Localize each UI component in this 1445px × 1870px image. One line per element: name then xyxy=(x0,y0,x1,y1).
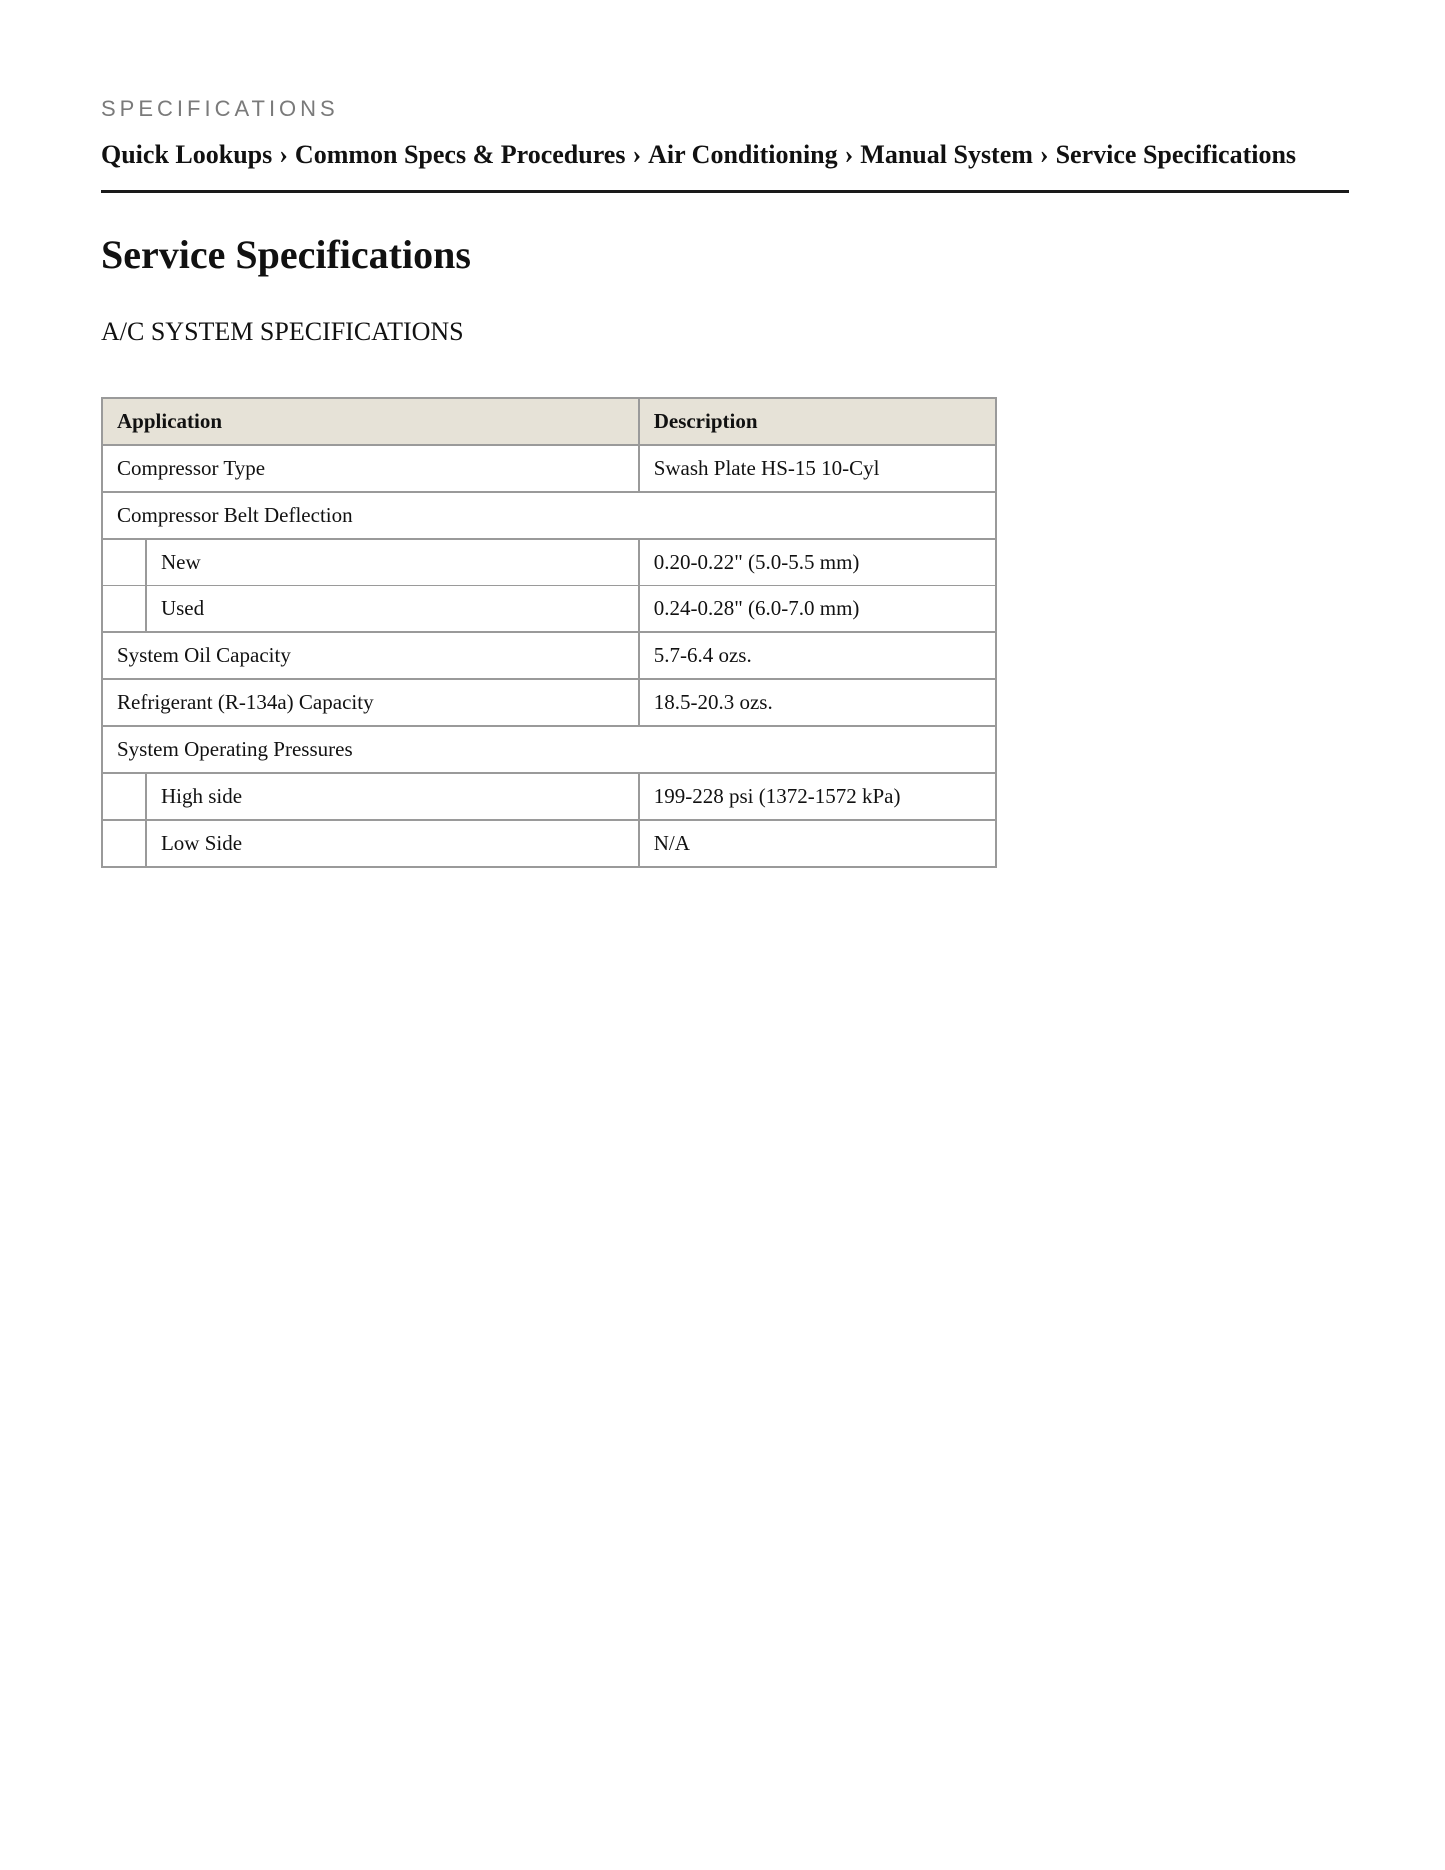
breadcrumb-item-service-specifications: Service Specifications xyxy=(1055,140,1297,169)
cell-application: System Oil Capacity xyxy=(102,632,639,679)
cell-description: Swash Plate HS-15 10-Cyl xyxy=(639,445,996,492)
column-header-application: Application xyxy=(102,398,639,445)
table-subrow xyxy=(102,820,996,867)
cell-application: Low Side xyxy=(146,820,639,867)
table-row xyxy=(102,632,996,679)
cell-application: Compressor Type xyxy=(102,445,639,492)
specifications-table xyxy=(101,397,997,868)
breadcrumb-item-common-specs[interactable]: Common Specs & Procedures xyxy=(294,140,626,169)
indent-cell xyxy=(102,773,146,820)
breadcrumb-separator: › xyxy=(632,140,642,169)
table-subrow xyxy=(102,586,996,633)
table-subrow xyxy=(102,773,996,820)
cell-description: 5.7-6.4 ozs. xyxy=(639,632,996,679)
table-row xyxy=(102,679,996,726)
breadcrumb xyxy=(101,138,1349,193)
cell-description: 0.24-0.28" (6.0-7.0 mm) xyxy=(639,586,996,633)
breadcrumb-item-quick-lookups[interactable]: Quick Lookups xyxy=(101,140,273,169)
cell-application: New xyxy=(146,539,639,586)
cell-description: 199-228 psi (1372-1572 kPa) xyxy=(639,773,996,820)
cell-group-heading: System Operating Pressures xyxy=(102,726,996,773)
cell-description: 18.5-20.3 ozs. xyxy=(639,679,996,726)
indent-cell xyxy=(102,539,146,586)
cell-description: 0.20-0.22" (5.0-5.5 mm) xyxy=(639,539,996,586)
breadcrumb-item-air-conditioning[interactable]: Air Conditioning xyxy=(648,140,838,169)
table-group-row xyxy=(102,726,996,773)
table-row xyxy=(102,445,996,492)
breadcrumb-separator: › xyxy=(844,140,854,169)
table-subrow xyxy=(102,539,996,586)
breadcrumb-separator: › xyxy=(1039,140,1049,169)
cell-application: High side xyxy=(146,773,639,820)
breadcrumb-separator: › xyxy=(279,140,288,169)
document-page xyxy=(101,94,1349,868)
column-header-description: Description xyxy=(639,398,996,445)
indent-cell xyxy=(102,586,146,633)
breadcrumb-item-manual-system[interactable]: Manual System xyxy=(860,140,1033,169)
section-heading: A/C SYSTEM SPECIFICATIONS xyxy=(101,317,464,346)
table-group-row xyxy=(102,492,996,539)
section-kicker: SPECIFICATIONS xyxy=(101,96,339,121)
table-header-row xyxy=(102,398,996,445)
page-title: Service Specifications xyxy=(101,232,471,277)
cell-description: N/A xyxy=(639,820,996,867)
cell-group-heading: Compressor Belt Deflection xyxy=(102,492,996,539)
cell-application: Used xyxy=(146,586,639,633)
indent-cell xyxy=(102,820,146,867)
cell-application: Refrigerant (R-134a) Capacity xyxy=(102,679,639,726)
